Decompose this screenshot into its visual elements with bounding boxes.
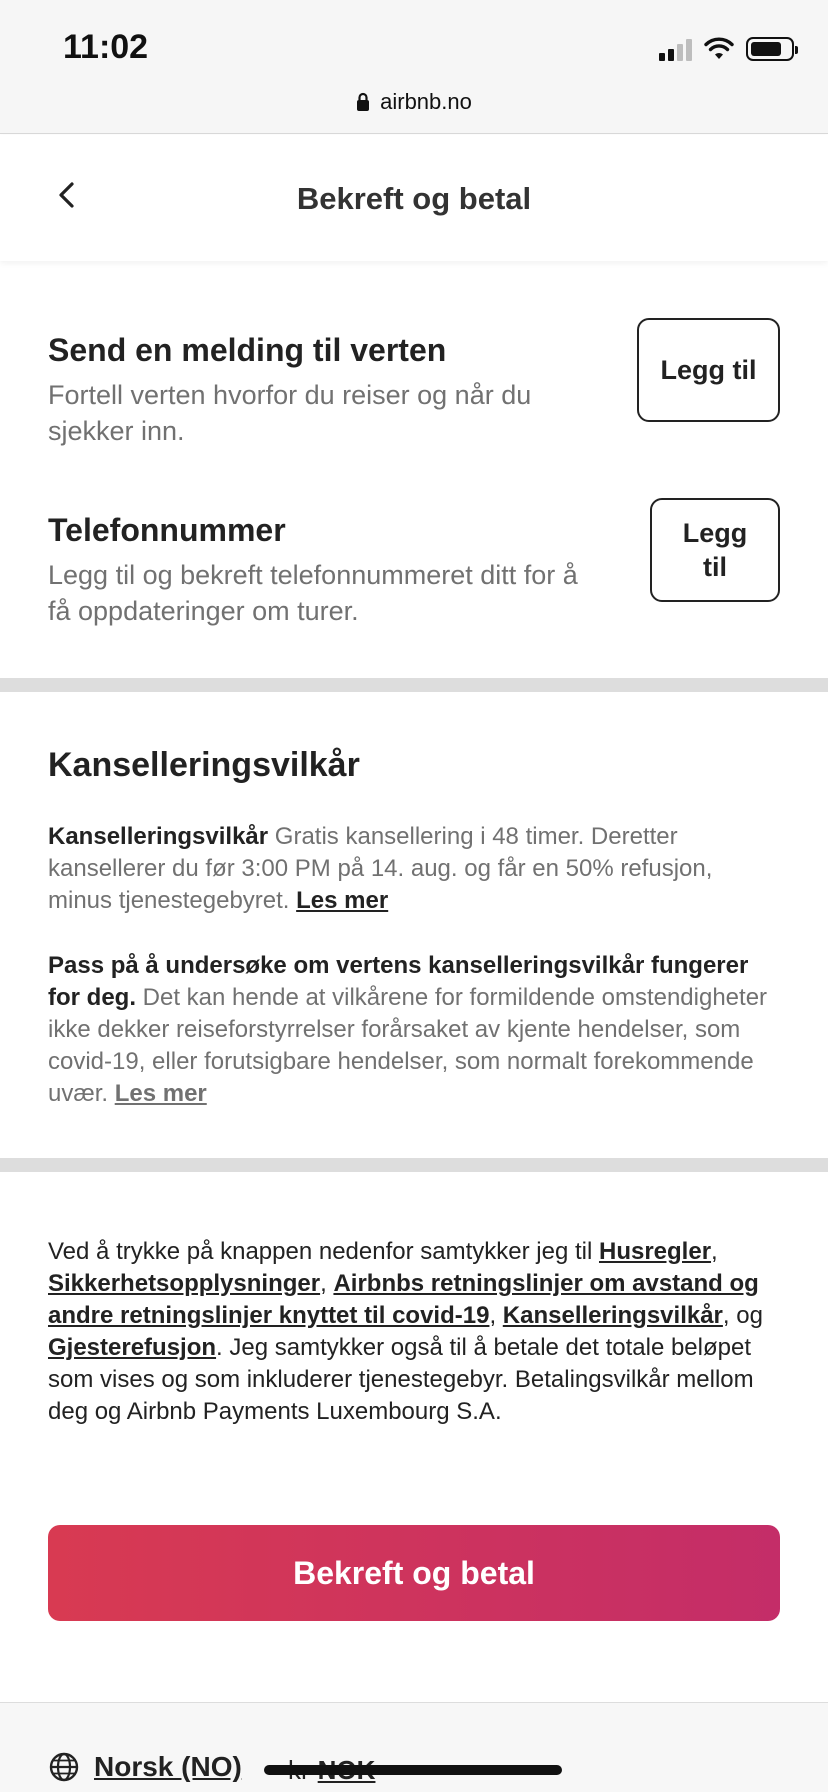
globe-icon [48, 1751, 80, 1783]
safety-info-link[interactable]: Sikkerhetsopplysninger [48, 1270, 321, 1297]
house-rules-link[interactable]: Husregler [598, 1238, 712, 1265]
footer [0, 1702, 828, 1792]
section-divider [0, 678, 828, 692]
cancellation-policy-link[interactable]: Kanselleringsvilkår [502, 1302, 723, 1329]
phone-number-description: Legg til og bekreft telefonnummeret ditt for å få oppdateringer om turer. [48, 560, 578, 626]
warning-read-more-link[interactable]: Les mer [114, 1080, 207, 1107]
cancellation-policy-text [48, 821, 782, 917]
section-divider [0, 1158, 828, 1172]
consent-separator: , [711, 1238, 718, 1265]
language-link[interactable]: Norsk (NO) [94, 1751, 242, 1782]
add-phone-button[interactable]: Legg til [650, 498, 780, 602]
cancellation-warning-label: Pass på å undersøke om vertens kanselleringsvilkår fungerer for deg. [48, 952, 749, 1011]
url-bar[interactable] [0, 84, 828, 120]
consent-payment-terms: . Jeg samtykker også til å betale det totale beløpet som vises og som inkluderer tjenestegebyr. Betalingsvilkår mellom deg og Airbnb Payments Luxembourg S.A. [48, 1334, 754, 1425]
cancellation-warning-text [48, 950, 782, 1110]
message-host-description: Fortell verten hvorfor du reiser og når du sjekker inn. [48, 380, 532, 446]
phone-number-row [48, 512, 780, 629]
consent-separator: , og [722, 1302, 763, 1329]
consent-separator: , [489, 1302, 503, 1329]
cancellation-policy-label: Kanselleringsvilkår [48, 823, 269, 850]
consent-intro: Ved å trykke på knappen nedenfor samtykker jeg til [48, 1238, 599, 1265]
wifi-icon [704, 37, 734, 61]
phone-number-title: Telefonnummer [48, 512, 286, 548]
status-icons [659, 36, 794, 62]
consent-text [48, 1236, 784, 1428]
cancellation-policy-body: Gratis kansellering i 48 timer. Deretter kansellerer du før 3:00 PM på 14. aug. og får en 50% refusjon, minus tjenestegebyret. [48, 823, 713, 914]
cancellation-read-more-link[interactable]: Les mer [296, 887, 389, 914]
page-header [0, 135, 828, 261]
status-bar [0, 0, 828, 134]
confirm-and-pay-button[interactable]: Bekreft og betal [48, 1525, 780, 1621]
message-host-title: Send en melding til verten [48, 332, 447, 368]
cancellation-warning-body: Det kan hende at vilkårene for formildende omstendigheter ikke dekker reiseforstyrrelser forårsaket av kjente hendelser, som covid-19, eller forutsigbare hendelser, som normalt forekommende uvær. [48, 984, 768, 1107]
cancellation-title: Kanselleringsvilkår [48, 746, 360, 784]
language-selector[interactable] [48, 1751, 242, 1783]
guest-refund-link[interactable]: Gjesterefusjon [48, 1334, 217, 1361]
page-title: Bekreft og betal [296, 181, 532, 216]
signal-icon [659, 37, 692, 61]
url-text: airbnb.no [380, 89, 472, 114]
distancing-guidelines-link[interactable]: Airbnbs retningslinjer om avstand og andre retningslinjer knyttet til covid-19 [48, 1270, 759, 1329]
consent-separator: , [320, 1270, 334, 1297]
message-host-row [48, 332, 780, 449]
status-time: 11:02 [63, 28, 149, 66]
lock-icon [356, 92, 370, 112]
battery-icon [746, 37, 794, 61]
add-message-button[interactable]: Legg til [637, 318, 780, 422]
home-indicator [264, 1765, 562, 1775]
